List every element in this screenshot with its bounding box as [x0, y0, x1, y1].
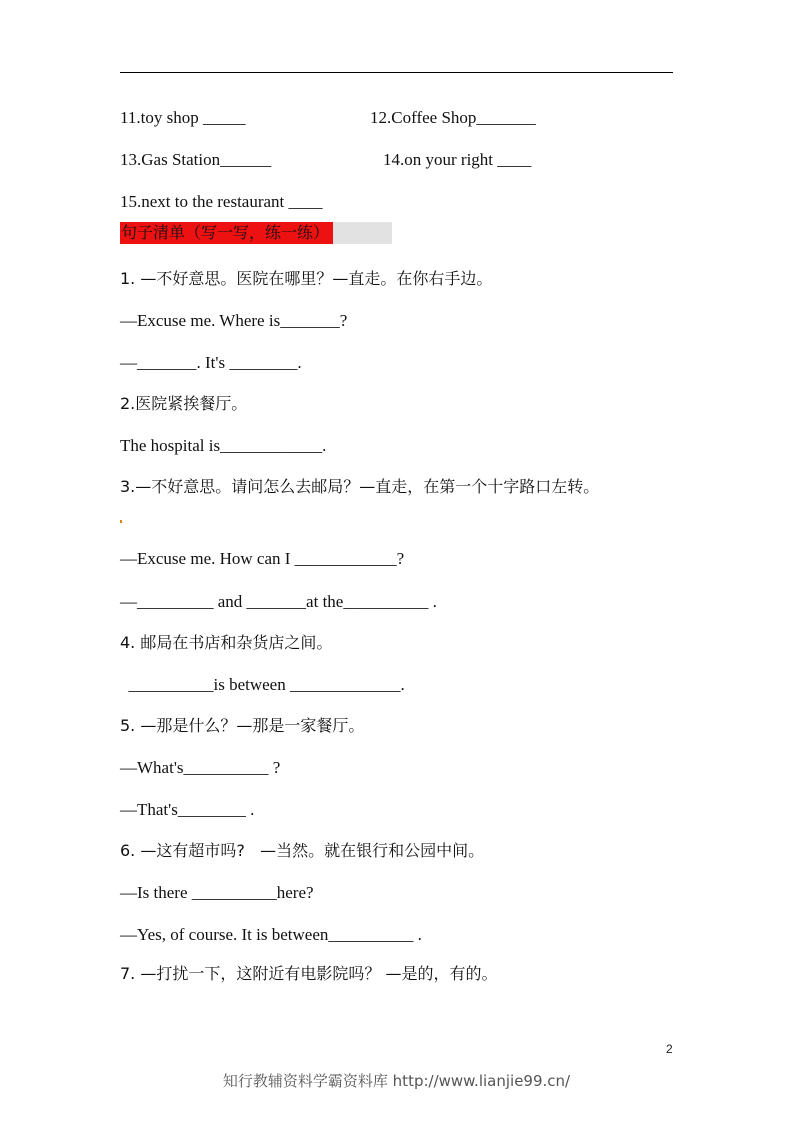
footer-source: 知行教辅资料学霸资料库 http://www.lianjie99.cn/	[222, 1072, 571, 1090]
section-heading: 句子清单（写一写，练一练）	[120, 222, 333, 244]
header-rule	[120, 72, 673, 73]
vocab-item-12: 12.Coffee Shop_______	[370, 108, 536, 127]
stray-mark	[120, 520, 122, 523]
sentence-3-line-2: —_________ and _______at the__________ .	[120, 592, 437, 611]
sentence-4-line-1: __________is between _____________.	[120, 675, 405, 694]
page-number: 2	[666, 1042, 673, 1056]
sentence-2-prompt: 2.医院紧挨餐厅。	[120, 394, 248, 413]
section-heading-bar	[120, 222, 392, 244]
sentence-6-line-2: —Yes, of course. It is between__________ .	[120, 925, 422, 944]
sentence-5-line-1: —What's__________ ?	[120, 758, 281, 777]
sentence-3-prompt: 3.—不好意思。请问怎么去邮局？—直走，在第一个十字路口左转。	[120, 477, 600, 496]
sentence-5-line-2: —That's________ .	[120, 800, 255, 819]
sentence-2-line-1: The hospital is____________.	[120, 436, 327, 455]
sentence-4-prompt: 4. 邮局在书店和杂货店之间。	[120, 633, 333, 652]
sentence-6-line-1: —Is there __________here?	[120, 883, 314, 902]
sentence-1-line-2: —_______. It's ________.	[120, 353, 302, 372]
sentence-1-line-1: —Excuse me. Where is_______?	[120, 311, 348, 330]
sentence-1-prompt: 1. —不好意思。医院在哪里？—直走。在你右手边。	[120, 269, 493, 288]
vocab-item-15: 15.next to the restaurant ____	[120, 192, 323, 211]
vocab-item-13: 13.Gas Station______	[120, 150, 272, 169]
vocab-item-14: 14.on your right ____	[383, 150, 532, 169]
sentence-3-line-1: —Excuse me. How can I ____________?	[120, 549, 405, 568]
vocab-item-11: 11.toy shop _____	[120, 108, 246, 127]
sentence-5-prompt: 5. —那是什么？—那是一家餐厅。	[120, 716, 365, 735]
sentence-6-prompt: 6. —这有超市吗? —当然。就在银行和公园中间。	[120, 841, 485, 860]
sentence-7-prompt: 7. —打扰一下，这附近有电影院吗？ —是的，有的。	[120, 964, 498, 983]
